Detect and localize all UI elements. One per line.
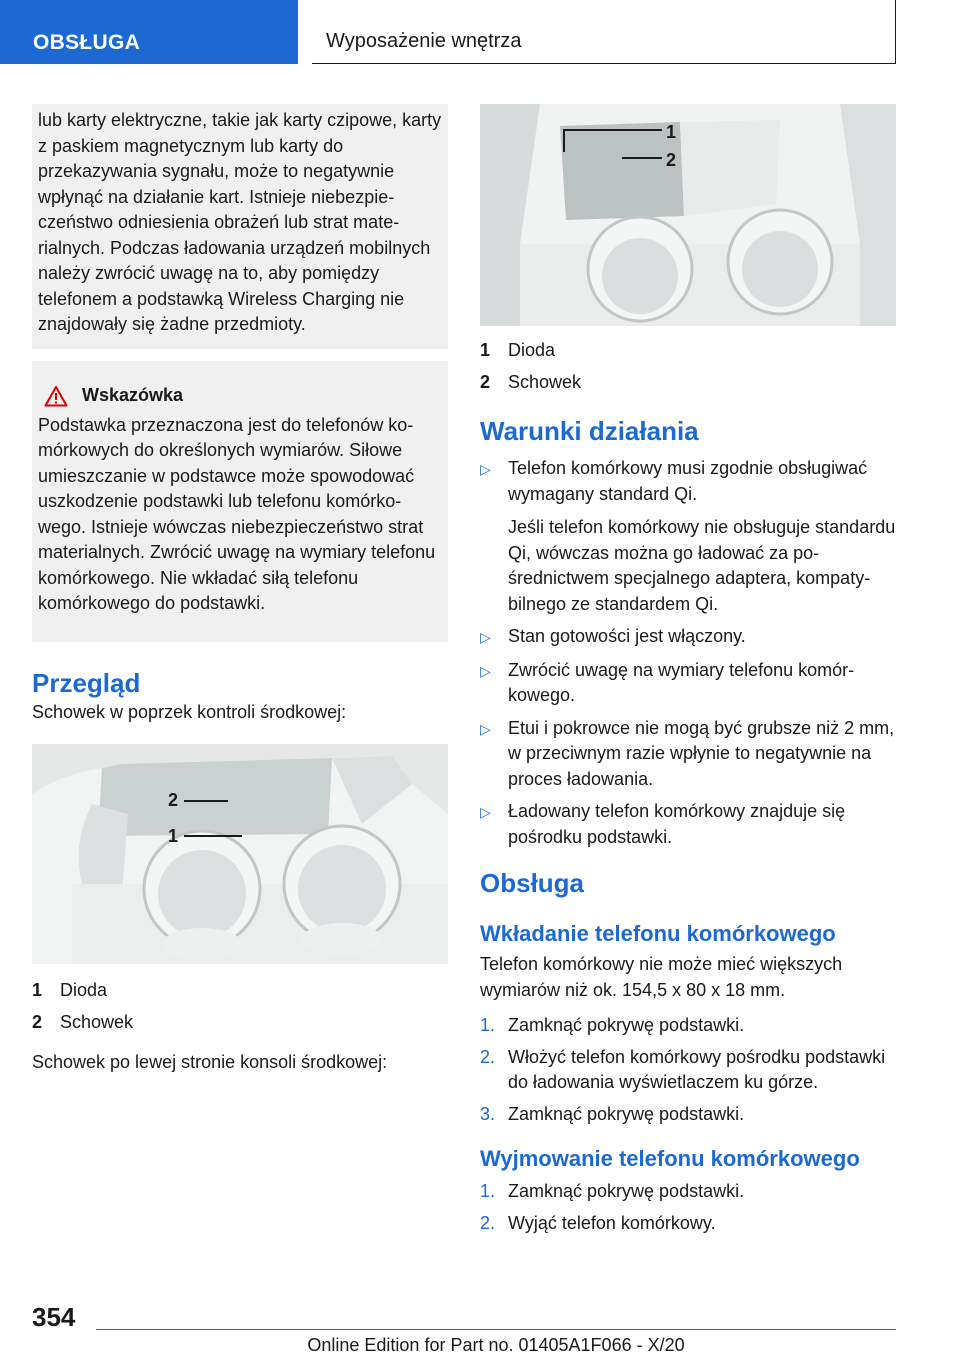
legend-label: Schowek bbox=[60, 1011, 134, 1032]
list-item bbox=[480, 456, 896, 617]
legend-item bbox=[32, 1006, 448, 1038]
warning-triangle-icon bbox=[44, 385, 68, 407]
legend-label: Dioda bbox=[60, 979, 108, 1000]
step-number: 1. bbox=[480, 1015, 496, 1035]
step-text: Zamknąć pokrywę podstawki. bbox=[508, 1103, 745, 1124]
figure2-callout-1: 1 bbox=[666, 122, 677, 142]
condition-subtext: Jeśli telefon komórkowy nie obsługuje standardu Qi, wówczas można go ładować za pośrednictwem specjalnego adaptera, kompatybilnego ze standardem Qi. bbox=[508, 517, 896, 614]
overview-intro: Schowek w poprzek kontroli środkowej: bbox=[32, 702, 347, 722]
figure1-callout-2: 2 bbox=[168, 789, 179, 810]
left-column bbox=[32, 104, 448, 1075]
list-item bbox=[480, 1045, 896, 1096]
warning-title-row bbox=[38, 383, 442, 409]
triangle-right-icon: ▷ bbox=[480, 662, 491, 679]
list-item bbox=[480, 1102, 896, 1128]
console-storage-illustration bbox=[32, 744, 448, 964]
legend-label: Dioda bbox=[508, 340, 556, 360]
legend-label: Schowek bbox=[508, 372, 582, 392]
list-item bbox=[480, 1179, 896, 1205]
legend-number: 2 bbox=[480, 372, 491, 392]
step-text: Zamknąć pokrywę podstawki. bbox=[508, 1181, 745, 1201]
operation-heading: Obsługa bbox=[480, 868, 585, 898]
list-item bbox=[480, 1211, 896, 1237]
insert-intro: Telefon komórkowy nie może mieć większych wymiarów niż ok. 154,5 x 80 x 18 mm. bbox=[480, 954, 843, 1000]
condition-text: Etui i pokrowce nie mogą być grubsze niż 2 mm, w przeciwnym razie wpłynie to negatywnie na proces ładowania. bbox=[508, 717, 895, 789]
insert-heading: Wkładanie telefonu komórkowego bbox=[480, 921, 836, 946]
triangle-right-icon: ▷ bbox=[480, 804, 491, 820]
triangle-right-icon: ▷ bbox=[480, 720, 491, 737]
header-section-label: OBSŁUGA bbox=[0, 0, 298, 64]
insert-steps bbox=[480, 1013, 896, 1127]
triangle-right-icon: ▷ bbox=[480, 629, 491, 645]
conditions-list bbox=[480, 456, 896, 850]
legend-item bbox=[480, 334, 896, 366]
caution-text: lub karty elektryczne, takie jak karty czipowe, karty z paskiem magnetycznym lub karty do przekazywania sygnału, może to negatywnie wpłynąć na działanie kart. Istnieje niebezpieczeństwo odniesienia obrażeń lub strat materialnych. Podczas ładowania urządzeń mobilnych należy zwrócić uwagę na to, aby pomiędzy telefonem a podstawką Wireless Charging nie znajdowały się żadne przedmioty. bbox=[38, 110, 442, 334]
list-item bbox=[480, 1013, 896, 1039]
warning-box bbox=[32, 361, 448, 642]
list-item bbox=[480, 716, 896, 793]
caution-box bbox=[32, 104, 448, 349]
footer-edition: Online Edition for Part no. 01405A1F066 - X/20 bbox=[307, 1335, 685, 1355]
figure1-legend bbox=[32, 974, 448, 1038]
left-storage-figure bbox=[480, 104, 896, 326]
condition-text: Telefon komórkowy musi zgodnie obsługiwać wymagany standard Qi. bbox=[508, 458, 868, 504]
figure2-callout-2: 2 bbox=[666, 150, 677, 170]
overview-heading: Przegląd bbox=[32, 668, 141, 698]
list-item bbox=[480, 799, 896, 850]
left-storage-illustration bbox=[480, 104, 896, 326]
step-number: 2. bbox=[480, 1212, 496, 1233]
right-column bbox=[480, 104, 896, 1242]
header-chapter-title: Wyposażenie wnętrza bbox=[312, 0, 896, 64]
legend-number: 2 bbox=[32, 1011, 43, 1032]
legend-number: 1 bbox=[480, 340, 491, 360]
condition-text: Stan gotowości jest włączony. bbox=[508, 626, 746, 646]
figure1-callout-1: 1 bbox=[168, 825, 179, 846]
warning-text: Podstawka przeznaczona jest do telefonów komórkowych do określonych wymiarów. Siłowe umieszczanie w podstawce może spowodować uszkodzenie podstawki lub telefonu komórkowego. Istnieje wówczas niebezpieczeństwo strat materialnych. Zwrócić uwagę na wymiary telefonu komórkowego. Nie wkładać siłą telefonu komórkowego do podstawki. bbox=[38, 414, 436, 613]
conditions-heading: Warunki działania bbox=[480, 416, 699, 446]
step-text: Włożyć telefon komórkowy pośrodku podstawki do ładowania wyświetlaczem ku górze. bbox=[508, 1046, 886, 1092]
warning-title: Wskazówka bbox=[82, 385, 184, 405]
page-number: 354 bbox=[32, 1302, 76, 1332]
legend-item bbox=[480, 366, 896, 398]
step-text: Zamknąć pokrywę podstawki. bbox=[508, 1015, 745, 1035]
footer-divider bbox=[96, 1329, 896, 1330]
console-storage-figure bbox=[32, 744, 448, 964]
step-text: Wyjąć telefon komórkowy. bbox=[508, 1212, 716, 1233]
list-item bbox=[480, 658, 896, 709]
remove-steps bbox=[480, 1179, 896, 1236]
remove-heading: Wyjmowanie telefonu komórkowego bbox=[480, 1146, 860, 1171]
list-item bbox=[480, 624, 896, 651]
figure2-legend bbox=[480, 334, 896, 398]
left-storage-text: Schowek po lewej stronie konsoli środkowej: bbox=[32, 1051, 388, 1072]
step-number: 2. bbox=[480, 1046, 496, 1067]
condition-text: Ładowany telefon komórkowy znajduje się pośrodku podstawki. bbox=[508, 801, 846, 847]
step-number: 3. bbox=[480, 1103, 496, 1124]
legend-item bbox=[32, 974, 448, 1006]
condition-text: Zwrócić uwagę na wymiary telefonu komórkowego. bbox=[508, 659, 855, 705]
legend-number: 1 bbox=[32, 979, 43, 1000]
triangle-right-icon: ▷ bbox=[480, 461, 491, 477]
step-number: 1. bbox=[480, 1181, 496, 1201]
